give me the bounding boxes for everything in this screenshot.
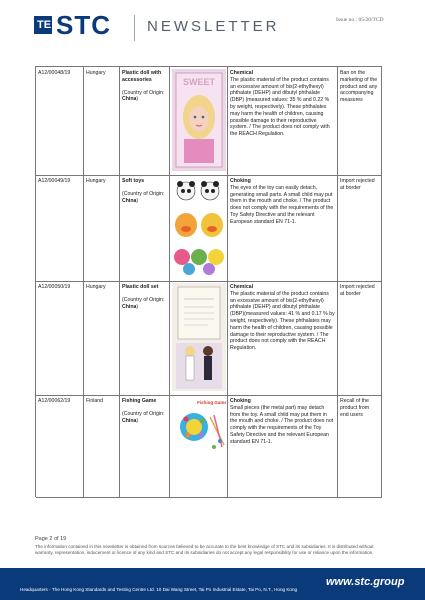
notifying-country: Finland bbox=[84, 395, 120, 497]
product-name: Plastic doll with accessories bbox=[122, 70, 162, 83]
risk-description: The eyes of the toy can easily detach, generating small parts. A small child may put them in the mouth and choke. / The product does not comply with the requirements of the Toy Safety Directive and the relevant European standard EN 71-1. bbox=[230, 184, 334, 225]
risk-description: The plastic material of the product contains an excessive amount of bis(2-ethylhexyl) phthalate (DEHP) and dibutyl phthalate (DBP)(measured values: 41 % and 0.17 % by weight, respectively). These phthalates may harm the health of children, causing possible damage to their reproductive system. / The product does not comply with the REACH Regulation. bbox=[230, 290, 335, 352]
risk-title: Chemical bbox=[230, 284, 254, 290]
newsletter-title: NEWSLETTER bbox=[147, 18, 280, 35]
origin-label: (Country of Origin: bbox=[122, 410, 165, 417]
logo-text: STC bbox=[56, 10, 111, 40]
product-name: Soft toys bbox=[122, 178, 145, 184]
notifying-country: Hungary bbox=[84, 281, 120, 395]
risk-title: Choking bbox=[230, 178, 251, 184]
table-row bbox=[36, 395, 382, 498]
table-row bbox=[36, 67, 382, 176]
logo-divider bbox=[134, 15, 135, 41]
soft-toys-photo bbox=[172, 177, 226, 277]
origin-label: (Country of Origin: bbox=[122, 190, 165, 197]
measures-taken: Import rejected at border bbox=[338, 175, 382, 281]
disclaimer: The information contained in this newsletter is obtained from sources believed to be accurate to the best knowledge of STC and its subsidiaries. It is distributed without warranty, representation, inducement or licence of any kind and STC and its subsidiaries do not accept any legal responsibility for use or reliance upon the information. bbox=[35, 544, 374, 555]
product-name: Fishing Game bbox=[122, 398, 157, 404]
measures-taken: Ban on the marketing of the product and any accompanying measures bbox=[338, 67, 382, 175]
measures-taken: Recall of the product from end users bbox=[338, 395, 382, 497]
fishing-game-photo bbox=[172, 397, 226, 453]
origin-label: (Country of Origin: bbox=[122, 296, 165, 303]
risk-description: Small pieces (the metal part) may detach from the toy. A small child may put them in the mouth and choke. / The product does not comply with the requirements of the Toy Safety Directive and the relevant European standard EN 71-1. bbox=[230, 404, 334, 445]
product-photo-cell bbox=[170, 395, 228, 497]
risk-title: Choking bbox=[230, 398, 251, 404]
recall-table bbox=[35, 66, 382, 497]
table-row bbox=[36, 281, 382, 396]
risk-cell bbox=[228, 281, 338, 395]
product-cell bbox=[120, 175, 170, 281]
product-photo-cell bbox=[170, 67, 228, 175]
origin-label: (Country of Origin: bbox=[122, 89, 165, 96]
product-photo-cell bbox=[170, 175, 228, 281]
notification-id: A12/00050/19 bbox=[36, 281, 84, 395]
product-cell bbox=[120, 281, 170, 395]
logo-mark bbox=[34, 16, 52, 34]
measures-taken: Import rejected at border bbox=[338, 281, 382, 395]
risk-cell bbox=[228, 67, 338, 175]
product-cell bbox=[120, 67, 170, 175]
origin-value: China) bbox=[122, 197, 139, 204]
doll-photo bbox=[172, 69, 226, 171]
origin-value: China) bbox=[122, 303, 139, 310]
doll-set-photo bbox=[172, 283, 226, 391]
table-row bbox=[36, 175, 382, 282]
origin-value: China) bbox=[122, 96, 139, 103]
notification-id: A12/00048/19 bbox=[36, 67, 84, 175]
risk-cell bbox=[228, 395, 338, 497]
doll-box-label: SWEET bbox=[182, 77, 216, 87]
page-number: Page 2 of 19 bbox=[35, 536, 67, 542]
product-name: Plastic doll set bbox=[122, 284, 159, 290]
notifying-country: Hungary bbox=[84, 67, 120, 175]
headquarters-address: Headquarters - The Hong Kong Standards and Testing Centre Ltd. 10 Dai Wang Street, Tai Po Industrial Estate, Tai Po, N.T., Hong Kong bbox=[20, 587, 298, 592]
risk-description: The plastic material of the product contains an excessive amount of bis(2-ethylhexyl) phthalate (DEHP) and dibutyl phthalate (DBP) (measured values: 35 % and 0.22 % by weight, respectively). These phthalates may harm the health of children, causing possible damage to their reproductive system. / The product does not comply with the REACH Regulation. bbox=[230, 76, 330, 138]
notifying-country: Hungary bbox=[84, 175, 120, 281]
risk-title: Chemical bbox=[230, 70, 254, 76]
notification-id: A12/00062/19 bbox=[36, 395, 84, 497]
game-box-label: Fishing Game bbox=[197, 400, 226, 405]
notification-id: A12/00049/19 bbox=[36, 175, 84, 281]
page-header bbox=[0, 0, 425, 55]
risk-cell bbox=[228, 175, 338, 281]
origin-value: China) bbox=[122, 417, 139, 424]
issue-number: Issue no.: 05/20/TCD bbox=[336, 17, 384, 23]
product-cell bbox=[120, 395, 170, 497]
logo-glyph: TE bbox=[37, 19, 52, 31]
product-photo-cell bbox=[170, 281, 228, 395]
website-link[interactable]: www.stc.group bbox=[326, 576, 405, 588]
